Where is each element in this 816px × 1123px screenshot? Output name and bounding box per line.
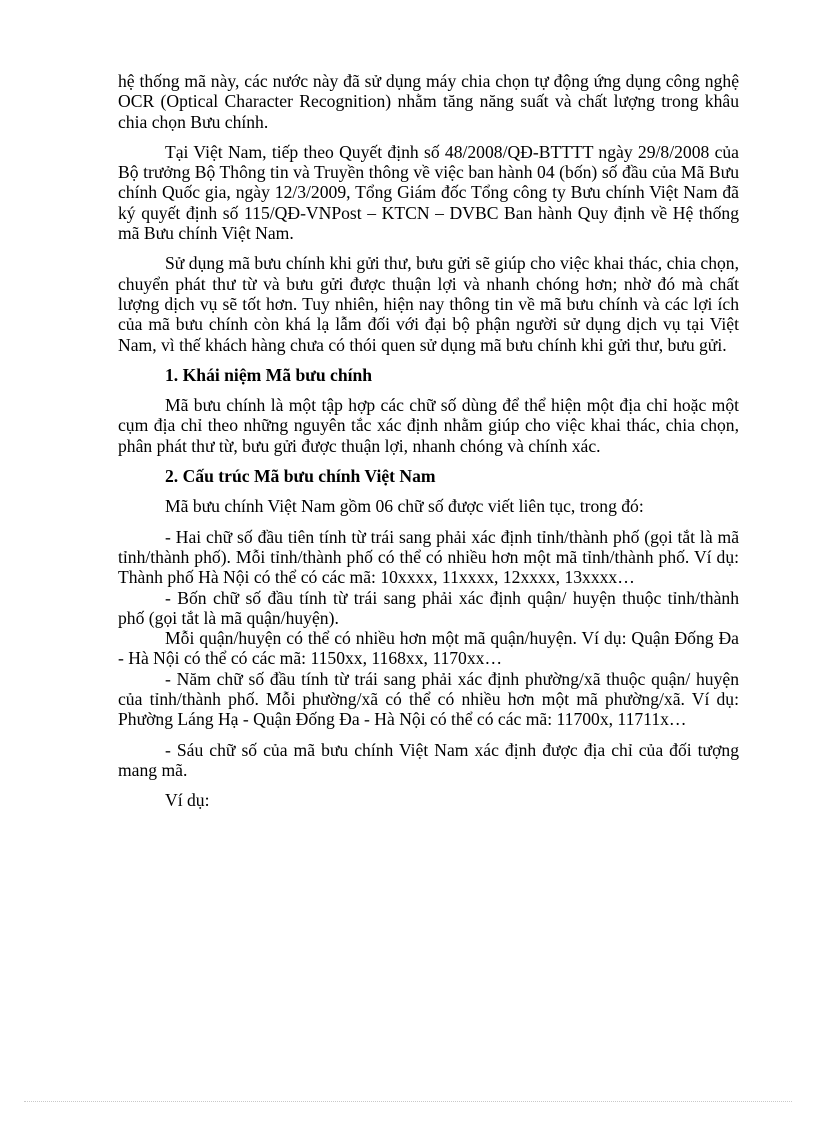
section-2-intro: Mã bưu chính Việt Nam gồm 06 chữ số được viết liên tục, trong đó:: [165, 496, 644, 517]
list-item-ward: - Năm chữ số đầu tính từ trái sang phải xác định phường/xã thuộc quận/ huyện của tỉnh/thành phố. Mỗi phường/xã có thể có nhiều hơn một mã phường/xã. Ví dụ: Phường Láng Hạ - Quận Đống Đa - Hà Nội có thể có các mã: 11700x, 11711x…: [118, 668, 739, 730]
paragraph-decision: Tại Việt Nam, tiếp theo Quyết định số 48/2008/QĐ-BTTTT ngày 29/8/2008 của Bộ trưởng Bộ Thông tin và Truyền thông về việc ban hành 04 (bốn) số đầu của Mã Bưu chính Quốc gia, ngày 12/3/2009, Tổng Giám đốc Tổng công ty Bưu chính Việt Nam đã ký quyết định số 115/QĐ-VNPost – KTCN – DVBC Ban hành Quy định về Hệ thống mã Bưu chính Việt Nam.: [118, 141, 739, 244]
list-item-province: - Hai chữ số đầu tiên tính từ trái sang phải xác định tỉnh/thành phố (gọi tắt là mã tỉnh/thành phố). Mỗi tỉnh/thành phố có thể có nhiều hơn một mã tỉnh/thành phố. Ví dụ: Thành phố Hà Nội có thể có các mã: 10xxxx, 11xxxx, 12xxxx, 13xxxx…: [118, 526, 739, 588]
document-page: [118, 71, 739, 811]
list-item-district-example: Mỗi quận/huyện có thể có nhiều hơn một mã quận/huyện. Ví dụ: Quận Đống Đa - Hà Nội có thể có các mã: 1150xx, 1168xx, 1170xx…: [118, 628, 739, 669]
list-item-district: - Bốn chữ số đầu tính từ trái sang phải xác định quận/ huyện thuộc tỉnh/thành phố (gọi tắt là mã quận/huyện).: [118, 587, 739, 628]
example-label: Ví dụ:: [165, 790, 210, 811]
page-bottom-divider: [24, 1101, 792, 1102]
list-item-six-digits: - Sáu chữ số của mã bưu chính Việt Nam xác định được địa chỉ của đối tượng mang mã.: [118, 739, 739, 780]
section-2-heading: 2. Cấu trúc Mã bưu chính Việt Nam: [165, 466, 436, 487]
section-1-heading: 1. Khái niệm Mã bưu chính: [165, 364, 373, 385]
paragraph-benefits: Sử dụng mã bưu chính khi gửi thư, bưu gửi sẽ giúp cho việc khai thác, chia chọn, chuyển phát thư từ và bưu gửi được thuận lợi và nhanh chóng hơn; nhờ đó mà chất lượng dịch vụ sẽ tốt hơn. Tuy nhiên, hiện nay thông tin về mã bưu chính và các lợi ích của mã bưu chính còn khá lạ lẫm đối với đại bộ phận người sử dụng dịch vụ tại Việt Nam, vì thế khách hàng chưa có thói quen sử dụng mã bưu chính khi gửi thư, bưu gửi.: [118, 253, 739, 355]
section-1-body: Mã bưu chính là một tập hợp các chữ số dùng để thể hiện một địa chỉ hoặc một cụm địa chỉ theo những nguyên tắc xác định nhằm giúp cho việc khai thác, chia chọn, phân phát thư từ, bưu gửi được thuận lợi, nhanh chóng và chính xác.: [118, 395, 739, 456]
paragraph-ocr: hệ thống mã này, các nước này đã sử dụng máy chia chọn tự động ứng dụng công nghệ OCR (Optical Character Recognition) nhằm tăng năng suất và chất lượng trong khâu chia chọn Bưu chính.: [118, 71, 739, 132]
